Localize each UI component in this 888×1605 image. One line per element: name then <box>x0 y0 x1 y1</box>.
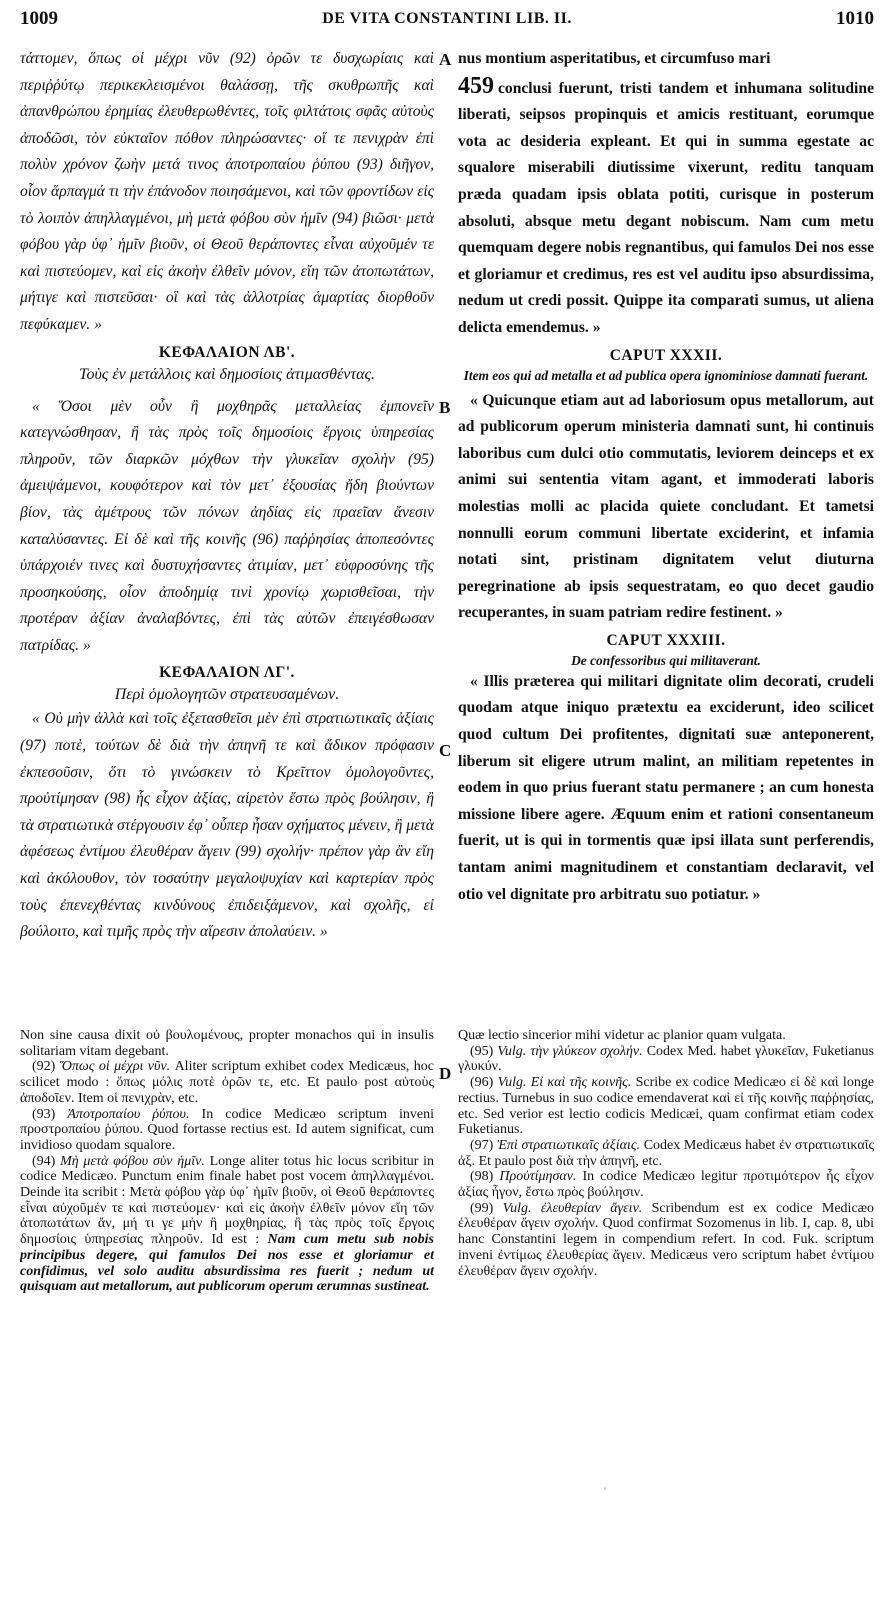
footnote-99-number: (99) <box>470 1200 494 1216</box>
footnote-97-text: Codex Medicæus habet ἐν στρατιωτικαῖς ἀξ. Et paulo post διὰ τὴν ἀπηνῆ, etc. <box>458 1137 874 1169</box>
latin-chapter-33-heading: CAPUT XXXIII. <box>606 631 726 649</box>
footnote-95-number: (95) <box>470 1043 494 1059</box>
footnote-97 <box>458 1138 874 1169</box>
footnote-96 <box>458 1075 874 1138</box>
footnote-94-translation: Nam cum metu sub nobis principibus degere, qui famulos Dei nos esse et gloriamur et confidimus, vel solo auditu absurdissima res fuerit ; nedum ut quisquam aut metallorum, aut publicorum operum ærumnas sustineat. <box>20 1232 434 1295</box>
page-number-right: 1010 <box>836 8 874 29</box>
footnote-99-lemma: Vulg. ἐλευθερίαν ἄγειν. <box>502 1200 643 1216</box>
footnote-99 <box>458 1201 874 1280</box>
footnote-92-text: Aliter scriptum exhibet codex Medicæus, hoc scilicet modo : ὅπως μόλις ποτὲ ὀρῶν τε, etc. Et paulo post αὐτοὺς ἀποδοῖεν. Item οἱ πενιχρὰν, etc. <box>20 1059 434 1106</box>
page-marker: 459 <box>458 72 494 99</box>
footnote-97-number: (97) <box>470 1137 494 1153</box>
footnote-97-lemma: Ἐπὶ στρατιωτικαῖς ἀξίαις. <box>496 1137 641 1153</box>
margin-letter-c: C <box>439 741 452 760</box>
greek-chapter-33-subtitle: Περὶ ὁμολογητῶν στρατευσαμένων. <box>114 686 340 704</box>
greek-chapter-32-heading: ΚΕΦΑΛΑΙΟΝ ΛΒ'. <box>158 343 296 361</box>
footnote-92-number: (92) <box>32 1059 56 1075</box>
latin-paragraph-1-start: nus montium asperitatibus, et circumfuso mari <box>458 50 771 67</box>
footnote-92 <box>20 1059 434 1106</box>
footnote-98-text: In codice Medicæo legitur προτιμότερον ἧς εἶχον ἀξίας ἦγον, ἔστω πρὸς βούλησιν. <box>458 1169 874 1201</box>
footnote-96-lemma: Vulg. Εἰ καὶ τῆς κοινῆς. <box>497 1075 632 1091</box>
footnote-93 <box>20 1107 434 1154</box>
footnote-95-lemma: Vulg. τὴν γλύκεον σχολήν. <box>497 1043 643 1059</box>
footnote-99-text: Scribendum est ex codice Medicæo ἐλευθέραν ἄγειν σχολήν. Quod confirmat Sozomenus in lib. I, cap. 8, ubi hanc Constantini legem in compendium refert. In cod. Fuk. scriptum inveni ἐντίμως ἐλευθερίας ἄγειν. Medicæus vero scriptum habet ἐντίμου ἐλευθέραν ἄγειν σχολήν. <box>458 1200 874 1279</box>
running-title: DE VITA CONSTANTINI LIB. II. <box>322 10 572 27</box>
footnote-92-lemma: Ὅπως οἱ μέχρι νῦν. <box>59 1059 171 1075</box>
footnote-96-text: Scribe ex codice Medicæo εἰ δὲ καὶ longe rectius. Turnebus in suo codice emendaverat καὶ εἰ τῆς κοινῆς παῤῥησίας, etc. Sed verior est lectio codicis Medicæi, quam confirmat etiam codex Fuketianus. <box>458 1075 874 1138</box>
latin-paragraph-3: « Illis præterea qui militari dignitate olim decorati, crudeli quodam atque iniquo prætextu ea exciderunt, ideo scilicet quod cultum Dei profitentes, dignitati suæ anteponerent, liberum sit eligere utrum malint, an militiam repetentes in eodem in quo prius fuerant statu permanere ; an cum honesta missione libere agere. Æquum enim et rationi consentaneum fuerit, ut is qui in tormentis quæ ipsi illata sunt perferendis, tantam animi magnitudinem et constantiam declaravit, vel otio vel dignitate pro arbitratu suo potiatur. » <box>458 672 874 903</box>
footnote-95 <box>458 1044 874 1075</box>
footnote-98-lemma: Προὐτίμησαν. <box>499 1169 577 1185</box>
margin-letter-b: B <box>439 398 451 417</box>
greek-column <box>20 46 434 946</box>
margin-letter-d: D <box>439 1064 452 1083</box>
latin-paragraph-1: conclusi fuerunt, tristi tandem et inhumana solitudine liberati, seipsos propinquis et amicis restituant, eorumque vota ac desideria expleant. Et qui in summa egestate ac squalore miserabili diutissime vixerunt, reditu tanquam præda quadam ipsis oblata potiti, curisque in posterum absoluti, absque metu degant nobiscum. Nam cum metu quemquam degere nobis regnantibus, qui famulos Dei nos esse et gloriamur et credimus, res est vel auditu ipso absurdissima, nedum ut credi possit. Quippe ita comparati sumus, ut aliena delicta emendemus. » <box>458 79 874 336</box>
footnotes-right <box>458 1028 874 1279</box>
footnote-98-number: (98) <box>470 1169 494 1185</box>
footnote-intro: Non sine causa dixit οὐ βουλομένους, propter monachos qui in insulis solitariam vitam degebant. <box>20 1028 434 1059</box>
latin-chapter-33-subtitle: De confessoribus qui militaverant. <box>571 652 761 668</box>
latin-column <box>458 46 874 908</box>
greek-paragraph-2: « Ὅσοι μὲν οὖν ἢ μοχθηρᾶς μεταλλείας ἐμπονεῖν κατεγνώσθησαν, ἢ τὰς πρὸς τοῖς δημοσίοις ἔργοις ὑπηρεσίας πληροῦν, τῶν διαρκῶν μόχθων τὴν γλυκεῖαν σχολὴν (95) ἀμειψάμενοι, κουφότερον καὶ τὸν μετ᾽ ἐξουσίας ἤδη βιούντων βίον, τὰς ἀμέτρους τῶν πόνων ἀηδίας εἰς πραεῖαν ἄνεσιν καταλύσαντες. Εἰ δὲ καὶ τῆς κοινῆς (96) παῤῥησίας ἀποπεσόντες ὑπάρχοιέν τινες καὶ δυστυχήσαντες ἀτιμίαν, μετ᾽ εὐφροσύνης τῆς προσηκούσης, οἷον ἀποδημίᾳ τινὶ χρονίῳ χωρισθεῖσαι, τὴν προτέραν ἀξίαν ἀναλαβόντες, ἐπὶ τὰς αὐτῶν ἐπειγέσθωσαν πατρίδας. » <box>20 397 434 654</box>
latin-paragraph-2: « Quicunque etiam aut ad laboriosum opus metallorum, aut ad publicorum operum ministeria damnati sunt, hi continuis laboribus cum dulci otio commutatis, leviorem deinceps et ex animi sui sententia vitam agant, et immoderati laboris molestias molli ac placida quiete concludant. Et tametsi nonnulli eorum communi libertate exciderint, et infamia notati sint, pristinam dignitatem velut diuturna peregrinatione ab ipsis sequestratam, eo quo decet gaudio recuperantes, in suam patriam redire festinent. » <box>458 391 874 622</box>
greek-paragraph-1: τάττομεν, ὅπως οἱ μέχρι νῦν (92) ὀρῶν τε δυσχωρίαις καὶ περιῤῥύτῳ περικεκλεισμένοι θαλάσσῃ, τῆς σκυθρωπῆς καὶ ἀπανθρώπου ἐρημίας ἐλευθερωθέντες, τοῖς φιλτάτοις σφᾶς αὐτοὺς ἀποδῶσι, τὸν εὐκταῖον πόθον πληρώσαντες· οἵ τε πενιχρὰν ἐπὶ πολὺν χρόνον ζωὴν μετά τινος ἀποτροπαίου ῥύπου (93) διῆγον, οἷον ἅρπαγμά τι τὴν ἐπάνοδον ποιησάμενοι, καὶ τῶν φροντίδων εἰς τὸ λοιπὸν ἀπηλλαγμένοι, μὴ μετὰ φόβου σὺν ἡμῖν (94) βιῶσι· μετὰ φόβου γὰρ ὑφ᾽ ἡμῖν βιοῦν, οἱ Θεοῦ θεράποντες εἶναι αὐχοῦμέν τε καὶ πιστεύομεν, καὶ εἰς ἀκοὴν ἐλθεῖν μόνον, εἴη τῶν ἀτοπωτάτων, μήτιγε καὶ πιστεῦσαι· οἳ καὶ τὰς ἀλλοτρίας ἁμαρτίας διορθοῦν πεφύκαμεν. » <box>20 50 434 333</box>
page-number-left: 1009 <box>20 8 58 29</box>
latin-chapter-32-heading: CAPUT XXXII. <box>609 346 723 364</box>
footnote-94-number: (94) <box>32 1153 56 1169</box>
footnote-94-continued: Quæ lectio sincerior mihi videtur ac planior quam vulgata. <box>458 1028 786 1043</box>
footnote-94-text: Longe aliter totus hic locus scribitur in codice Medicæo. Punctum enim finale habet post vocem ἀπηλλαγμένοι. Deinde ita scribit : Μετὰ φόβου γὰρ ὑφ᾽ ἡμῖν βιοῦν, οἱ Θεοῦ θεράποντες εἶναι αὐχοῦμέν τε καὶ πιστεύομεν· καὶ εἰς ἀκοὴν ἐλθεῖν μόνον εἴη τῶν ἀτοπωτάτων ἄν, μή τι γε μὴν ἢ μοχθηρίας, ἢ τὰς πρὸς τοῖς ἔργοις δημοσίοις ὑπηρεσίας πληροῦν. Id est : <box>20 1153 434 1248</box>
footnote-94-lemma: Μὴ μετὰ φόβου σὺν ἡμῖν. <box>60 1153 205 1169</box>
footnotes-left <box>20 1028 434 1295</box>
greek-chapter-32-subtitle: Τοὺς ἐν μετάλλοις καὶ δημοσίοις ἀτιμασθέντας. <box>79 365 375 383</box>
footnote-93-text: In codice Medicæo scriptum inveni προστροπαίου ῥύπου. Quod fortasse rectius est. Id autem significat, cum invidioso quodam squalore. <box>20 1106 434 1153</box>
footnote-96-number: (96) <box>470 1075 494 1091</box>
greek-chapter-33-heading: ΚΕΦΑΛΑΙΟΝ ΛΓ'. <box>159 664 295 682</box>
greek-paragraph-3: « Οὐ μὴν ἀλλὰ καὶ τοῖς ἐξετασθεῖσι μὲν ἐπὶ στρατιωτικαῖς ἀξίαις (97) ποτὲ, τούτων δὲ διὰ τὴν ἀπηνῆ τε καὶ ἄδικον πρόφασιν ἐκπεσοῦσιν, ὅτι τὸ γινώσκειν τὸ Κρεῖττον ὁμολογοῦντες, προὐτίμησαν (98) ἧς εἶχον ἀξίας, αἱρετὸν ἔστω πρὸς βούλησιν, ἢ τὰ στρατιωτικὰ στέργουσιν ἐφ᾽ οὗπερ ἦσαν σχήματος μένειν, ἢ μετὰ ἀφέσεως ἐντίμου ἐλευθέραν ἄγειν (99) σχολήν· πρέπον γὰρ ἂν εἴη καὶ ἀκόλουθον, τὸν τοσαύτην μεγαλοψυχίαν καὶ καρτερίαν πρὸς τοὺς ἐπενεχθέντας κινδύνους ἐπιδειξάμενον, καὶ σχολῆς, εἰ βούλοιτο, καὶ τιμῆς πρὸς τὴν αἵρεσιν ἀπολαύειν. » <box>20 710 434 941</box>
footnote-98 <box>458 1169 874 1200</box>
print-speck: ˈ <box>603 1485 607 1499</box>
margin-letter-a: A <box>439 50 452 69</box>
page-header <box>20 8 874 34</box>
footnote-93-number: (93) <box>32 1106 56 1122</box>
footnote-93-lemma: Ἀποτροπαίου ῥύπου. <box>67 1106 190 1122</box>
footnote-95-text: Codex Med. habet γλυκεῖαν, Fuketianus γλυκύν. <box>458 1043 874 1075</box>
latin-chapter-32-subtitle: Item eos qui ad metalla et ad publica opera ignominiose damnati fuerant. <box>463 367 869 383</box>
footnote-94 <box>20 1154 434 1295</box>
